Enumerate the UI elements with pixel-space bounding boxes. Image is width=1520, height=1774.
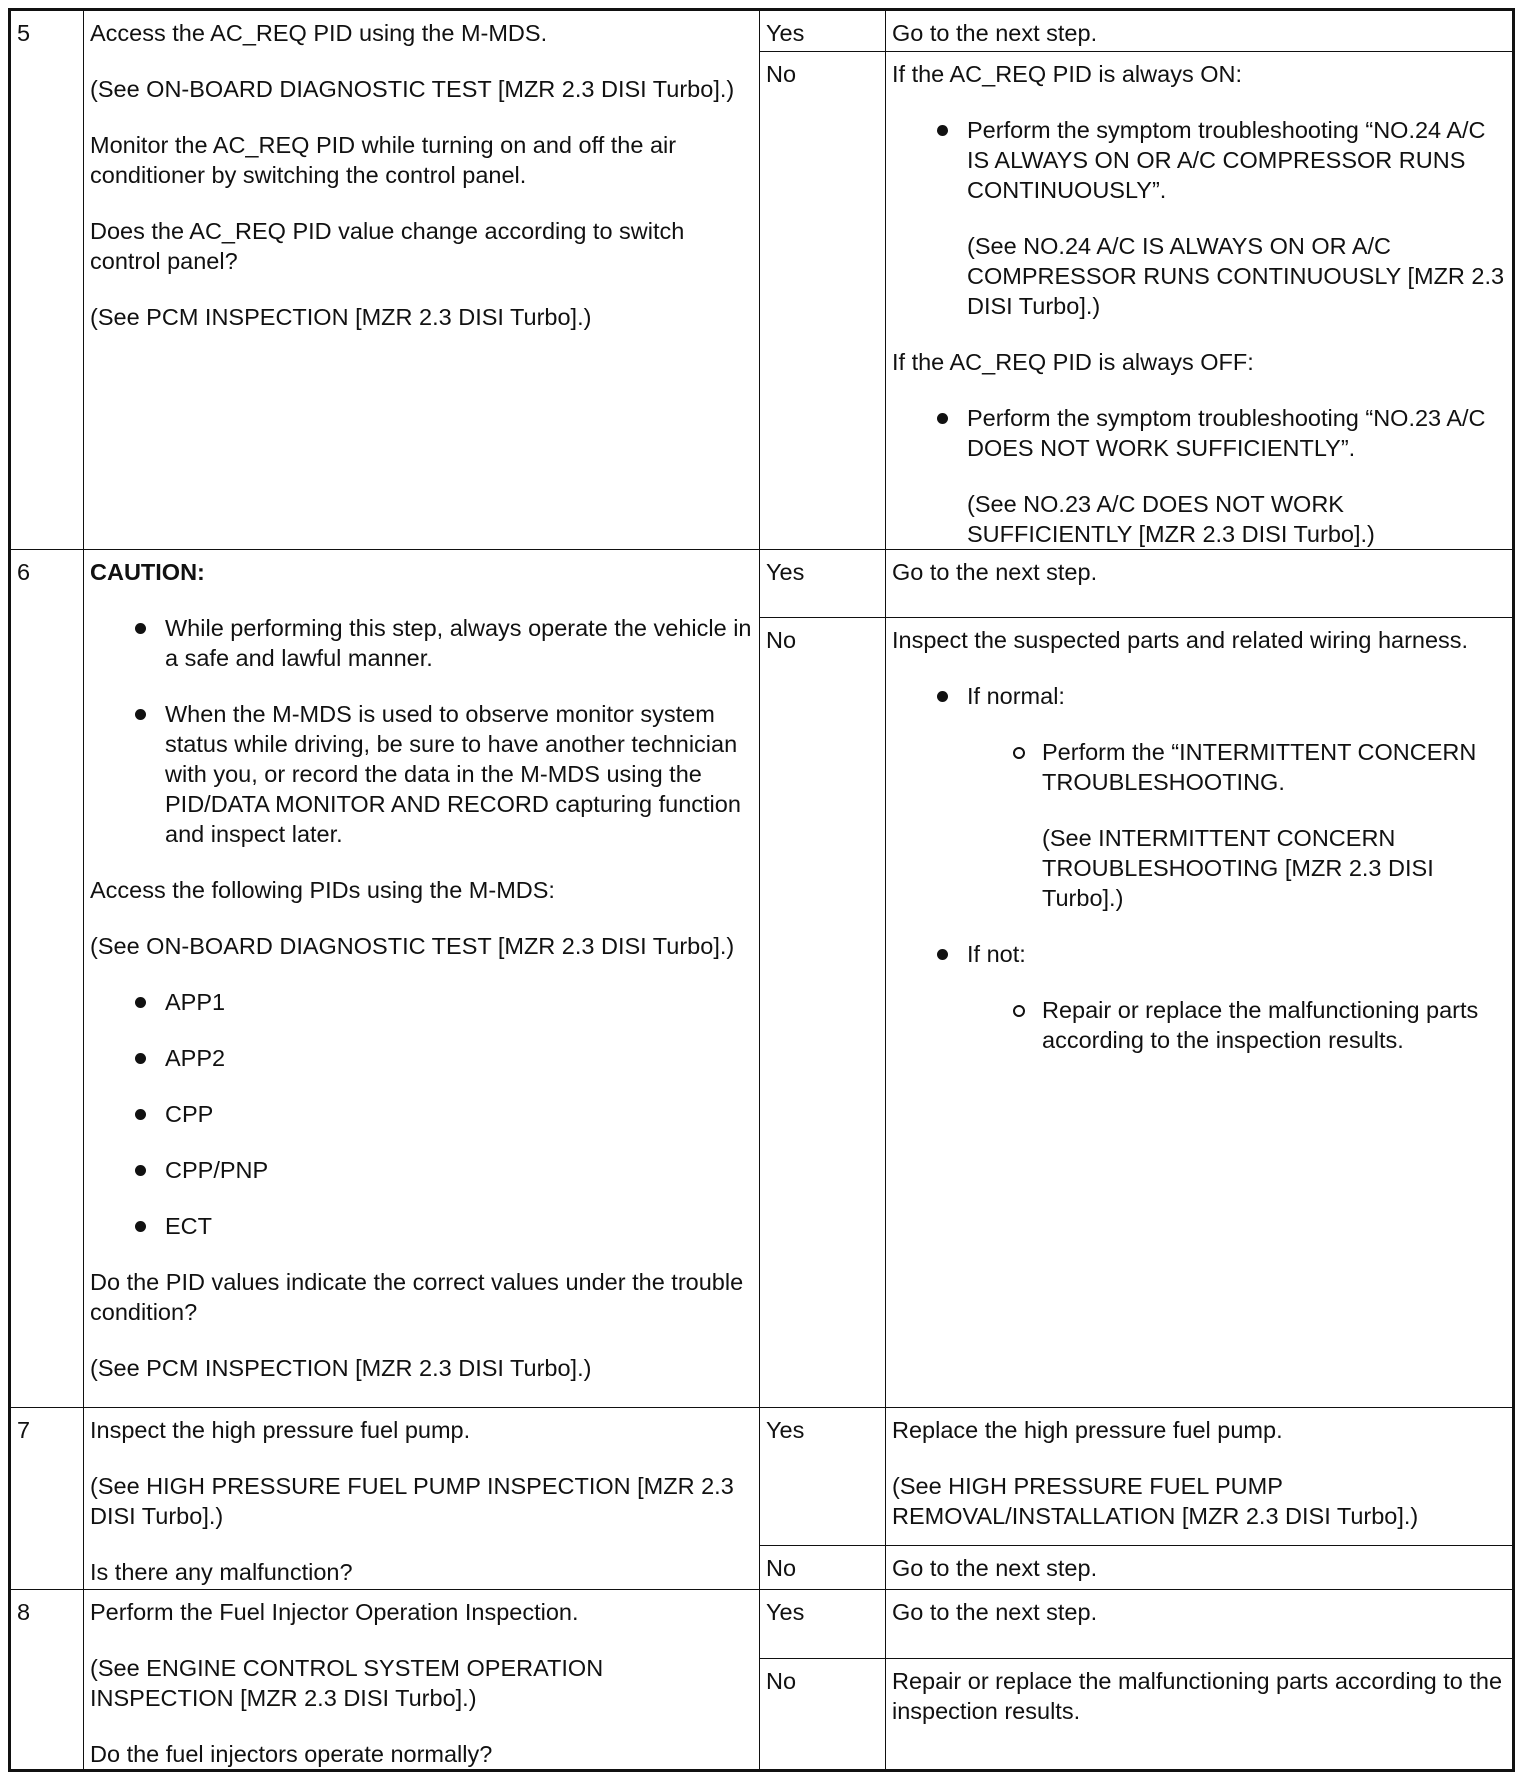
no-label: No xyxy=(760,52,886,550)
action-text: Access the following PIDs using the M-MDS: xyxy=(90,877,555,903)
caution-heading: CAUTION: xyxy=(90,559,205,585)
yes-result: Go to the next step. xyxy=(886,10,1514,52)
no-label: No xyxy=(760,1546,886,1590)
action-question: Is there any malfunction? xyxy=(90,1559,353,1585)
action-question: Do the PID values indicate the correct values under the trouble condition? xyxy=(90,1269,744,1325)
action-text: Monitor the AC_REQ PID while turning on and off the air conditioner by switching the control panel. xyxy=(90,132,677,188)
step-7-yes-row xyxy=(10,1408,1514,1546)
step-8-yes-row xyxy=(10,1590,1514,1659)
caution-item: While performing this step, always operate the vehicle in a safe and lawful manner. xyxy=(90,613,753,673)
sub-bullet-item: Perform the “INTERMITTENT CONCERN TROUBLESHOOTING. xyxy=(892,737,1506,797)
yes-result: Go to the next step. xyxy=(886,550,1514,618)
step-number: 7 xyxy=(10,1408,84,1590)
reference-text: (See NO.23 A/C DOES NOT WORK SUFFICIENTLY [MZR 2.3 DISI Turbo].) xyxy=(967,491,1375,547)
action-reference: (See ENGINE CONTROL SYSTEM OPERATION INSPECTION [MZR 2.3 DISI Turbo].) xyxy=(90,1655,604,1711)
action-text: Perform the Fuel Injector Operation Inspection. xyxy=(90,1599,579,1625)
bullet-list xyxy=(892,403,1506,463)
result-text: Inspect the suspected parts and related wiring harness. xyxy=(892,627,1469,653)
pid-item: APP2 xyxy=(90,1043,753,1073)
reference-text: (See INTERMITTENT CONCERN TROUBLESHOOTING [MZR 2.3 DISI Turbo].) xyxy=(1042,825,1434,911)
no-result: Repair or replace the malfunctioning parts according to the inspection results. xyxy=(886,1659,1514,1771)
action-reference: (See PCM INSPECTION [MZR 2.3 DISI Turbo].) xyxy=(90,304,592,330)
bullet-item: Perform the symptom troubleshooting “NO.24 A/C IS ALWAYS ON OR A/C COMPRESSOR RUNS CONTINUOUSLY”. xyxy=(892,115,1506,205)
yes-label: Yes xyxy=(760,1408,886,1546)
action-question: Do the fuel injectors operate normally? xyxy=(90,1741,493,1767)
caution-item: When the M-MDS is used to observe monitor system status while driving, be sure to have another technician with you, or record the data in the M-MDS using the PID/DATA MONITOR AND RECORD capturing function and inspect later. xyxy=(90,699,753,849)
bullet-item: Perform the symptom troubleshooting “NO.23 A/C DOES NOT WORK SUFFICIENTLY”. xyxy=(892,403,1506,463)
step-number: 8 xyxy=(10,1590,84,1771)
yes-label: Yes xyxy=(760,10,886,52)
sub-bullet-list xyxy=(892,995,1506,1055)
yes-result xyxy=(886,1408,1514,1546)
bullet-item: If normal: xyxy=(892,681,1506,711)
no-label: No xyxy=(760,618,886,1408)
step-action xyxy=(84,550,760,1408)
pid-item: CPP xyxy=(90,1099,753,1129)
no-result: Go to the next step. xyxy=(886,1546,1514,1590)
step-action xyxy=(84,1590,760,1771)
step-6-yes-row xyxy=(10,550,1514,618)
bullet-list xyxy=(892,115,1506,205)
bullet-item: If not: xyxy=(892,939,1506,969)
step-action xyxy=(84,1408,760,1590)
reference-text: (See HIGH PRESSURE FUEL PUMP REMOVAL/INSTALLATION [MZR 2.3 DISI Turbo].) xyxy=(892,1473,1419,1529)
action-reference: (See ON-BOARD DIAGNOSTIC TEST [MZR 2.3 DISI Turbo].) xyxy=(90,933,735,959)
reference-text: (See NO.24 A/C IS ALWAYS ON OR A/C COMPRESSOR RUNS CONTINUOUSLY [MZR 2.3 DISI Turbo].) xyxy=(967,233,1505,319)
step-action xyxy=(84,10,760,550)
caution-list xyxy=(90,613,753,849)
result-text: Replace the high pressure fuel pump. xyxy=(892,1417,1283,1443)
yes-label: Yes xyxy=(760,550,886,618)
condition-text: If the AC_REQ PID is always OFF: xyxy=(892,349,1254,375)
yes-label: Yes xyxy=(760,1590,886,1659)
bullet-list xyxy=(892,939,1506,969)
pid-item: CPP/PNP xyxy=(90,1155,753,1185)
pid-item: ECT xyxy=(90,1211,753,1241)
action-question: Does the AC_REQ PID value change according to switch control panel? xyxy=(90,218,685,274)
sub-bullet-item: Repair or replace the malfunctioning parts according to the inspection results. xyxy=(892,995,1506,1055)
no-result xyxy=(886,618,1514,1408)
diagnostic-procedure-table xyxy=(8,8,1515,1772)
bullet-list xyxy=(892,681,1506,711)
pid-item: APP1 xyxy=(90,987,753,1017)
action-reference: (See ON-BOARD DIAGNOSTIC TEST [MZR 2.3 DISI Turbo].) xyxy=(90,76,735,102)
pid-list xyxy=(90,987,753,1241)
action-text: Inspect the high pressure fuel pump. xyxy=(90,1417,471,1443)
step-number: 5 xyxy=(10,10,84,550)
yes-result: Go to the next step. xyxy=(886,1590,1514,1659)
step-5-yes-row xyxy=(10,10,1514,52)
step-number: 6 xyxy=(10,550,84,1408)
sub-bullet-list xyxy=(892,737,1506,797)
action-reference: (See HIGH PRESSURE FUEL PUMP INSPECTION [MZR 2.3 DISI Turbo].) xyxy=(90,1473,734,1529)
action-reference: (See PCM INSPECTION [MZR 2.3 DISI Turbo].) xyxy=(90,1355,592,1381)
no-result xyxy=(886,52,1514,550)
action-text: Access the AC_REQ PID using the M-MDS. xyxy=(90,20,548,46)
no-label: No xyxy=(760,1659,886,1771)
condition-text: If the AC_REQ PID is always ON: xyxy=(892,61,1242,87)
